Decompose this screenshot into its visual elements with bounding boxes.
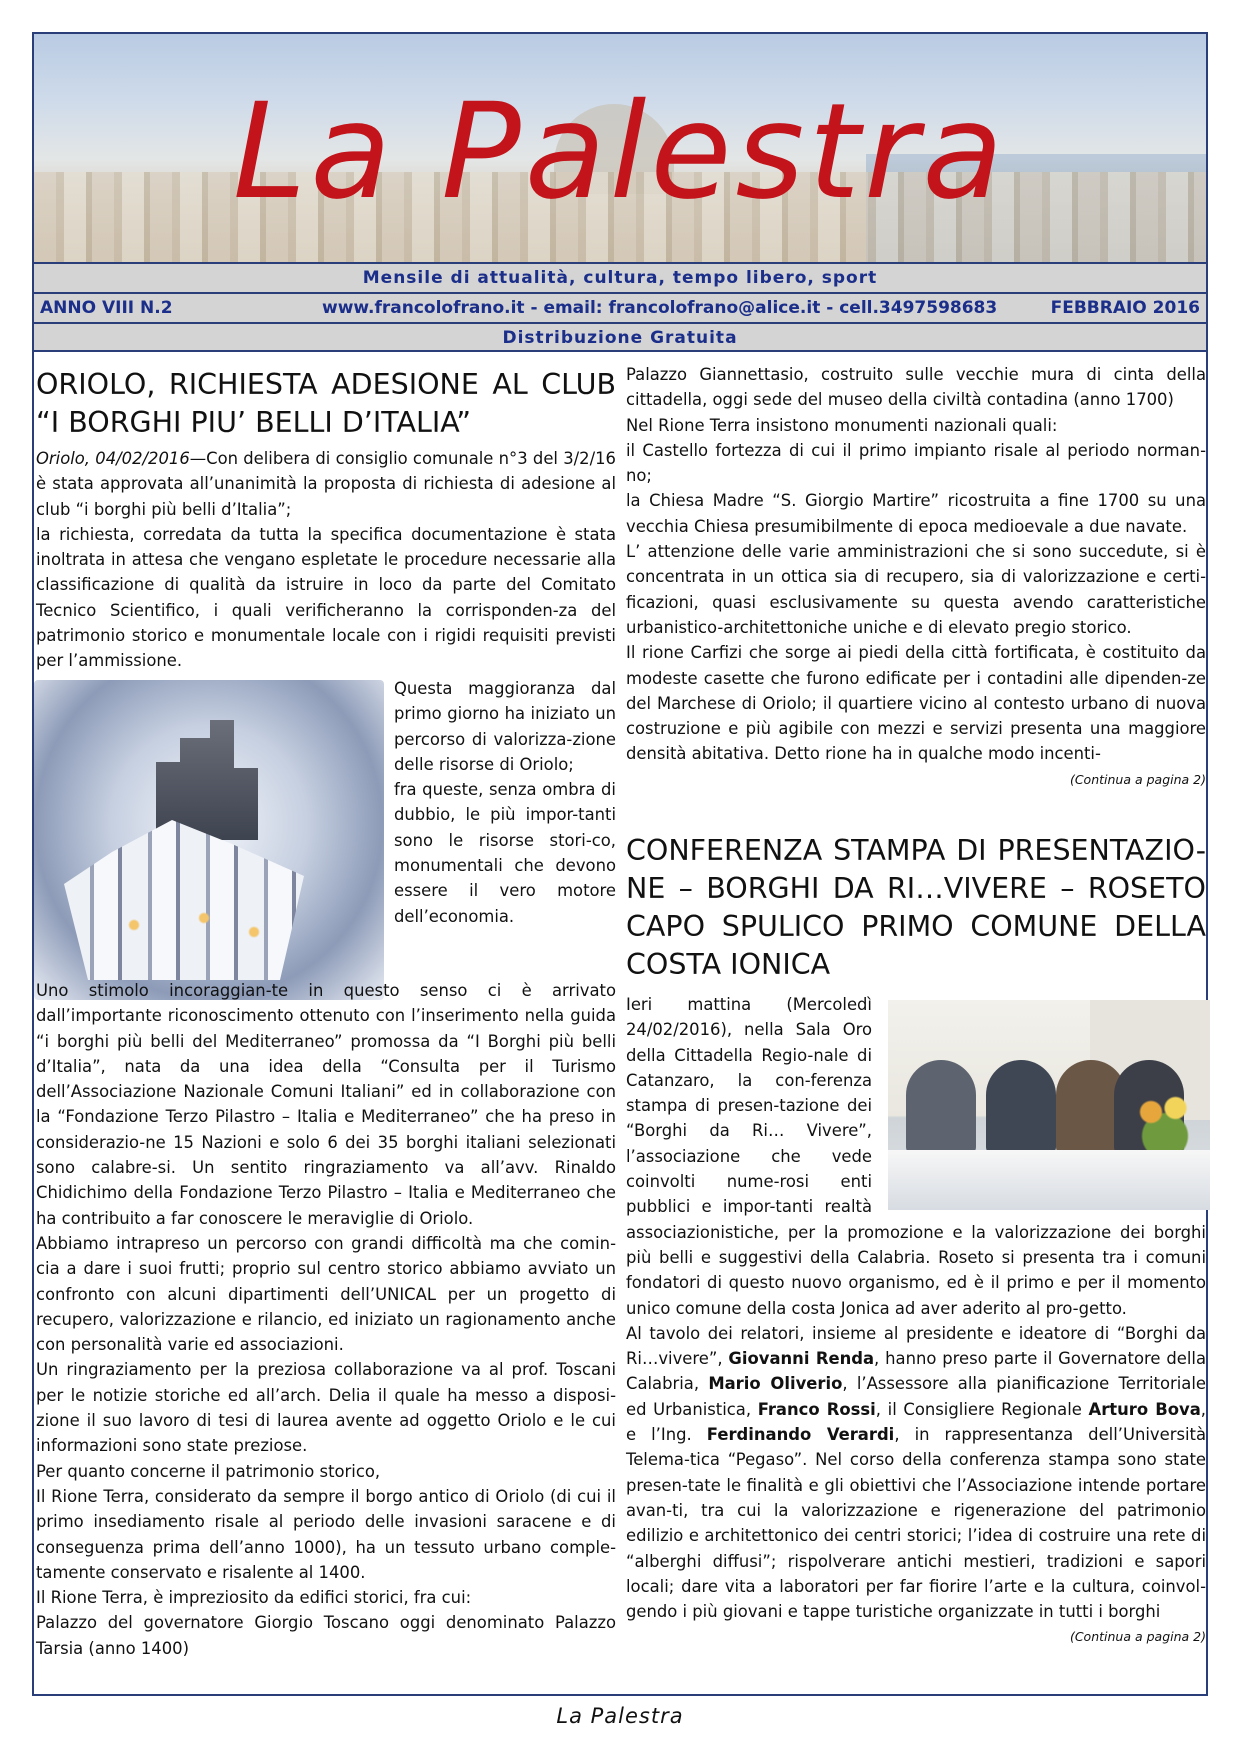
article1-para: Abbiamo intrapreso un percorso con grandi difficoltà ma che comin-cia a dare i suoi frutti; proprio sul centro storico abbiamo avviato un confronto con alcuni dipartimenti dell’UNICAL per un progetto di recupero, valorizzazione e rilancio, ed iniziato un ragionamento anche con personalità varie ed associazioni. [36, 1233, 616, 1355]
article1-para: il Castello fortezza di cui il primo impianto risale al periodo norman-no; [626, 440, 1206, 486]
article1-para: Il rione Carfizi che sorge ai piedi della città fortificata, è costituito da modeste casette che furono edificate per i contadini alle dipenden-ze del Marchese di Oriolo; il quartiere vicino al contesto urbano di nuova costruzione e più agibile con mezzi e servizi presenta una maggiore densità abitativa. Detto rione ha in qualche modo incenti- [626, 643, 1206, 764]
article1-continued-col [626, 362, 1206, 792]
text-span: , in rappresentanza dell’Università Telema-tica “Pegaso”. Nel corso della conferenza stampa sono state presen-tate le finalità e gli obiettivi che l’Associazione intende portare avan-ti, tra cui la valorizzazione e rigenerazione del patrimonio edilizio e architettonico dei centri storici; l’idea di costruire una rete di “alberghi diffusi”; rispolverare antichi mestieri, tradizioni e sapori locali; dare vita a laboratori per far fiorire l’arte e la cultura, coinvol-gendo i più giovani e tappe turistiche organizzate in tutti i borghi [626, 1425, 1207, 1622]
article1-para: Per quanto concerne il patrimonio storico, [36, 1461, 381, 1481]
article1-para: L’ attenzione delle varie amministrazioni che si sono succedute, si è concentrata in un ottica sia di recupero, sia di valorizzazione e certi-ficazioni, quasi esclusivamente su questa avendo caratteristiche urbanistico-architettoniche uniche e di elevato pregio storico. [626, 542, 1206, 637]
article1-body [36, 978, 616, 1661]
article2-body [626, 992, 1206, 1650]
text-span: , e l’Ing. [626, 1399, 1206, 1445]
text-span: , il Consigliere Regionale [875, 1399, 1089, 1419]
article1-para: Nel Rione Terra insistono monumenti nazionali quali: [626, 415, 1058, 435]
photo-wrap-spacer [872, 998, 1206, 1202]
article2-head [626, 832, 1206, 984]
article1-dateline: Oriolo, 04/02/2016 [36, 449, 190, 468]
contacts: www.francolofrano.it - email: francolofrano@alice.it - cell.3497598683 [322, 298, 998, 318]
article2-continued: (Continua a pagina 2) [1069, 1629, 1206, 1645]
person-name: Mario Oliverio [708, 1374, 843, 1394]
article1-para: Il Rione Terra, è impreziosito da edifici storici, fra cui: [36, 1588, 472, 1608]
text-span: , hanno preso parte il Governatore della Calabria, [626, 1349, 1206, 1394]
person-name: Ferdinando Verardi [706, 1425, 895, 1445]
article1-para: Questa maggioranza dal primo giorno ha iniziato un percorso di valorizza-zione delle risorse di Oriolo; [394, 679, 616, 774]
oriolo-winter-photo [34, 680, 384, 1000]
article1-para: la richiesta, corredata da tutta la specifica documentazione è stata inoltrata in attesa che vengano espletate le procedure necessarie alla classificazione di qualità da istruire in loco da parte del Comitato Tecnico Scientifico, i quali verificheranno la corrisponden-za del patrimonio storico e monumentale locale con i rigidi requisiti previsti per l’ammissione. [36, 524, 616, 671]
person-name: Franco Rossi [757, 1399, 876, 1419]
article1-para: la Chiesa Madre “S. Giorgio Martire” ricostruita a fine 1700 su una vecchia Chiesa presumibilmente di epoca medioevale a due navate. [626, 491, 1206, 536]
article1-para: Palazzo Giannettasio, costruito sulle vecchie mura di cinta della cittadella, oggi sede del museo della civiltà contadina (anno 1700) [626, 365, 1206, 410]
article1-para: Un ringraziamento per la preziosa collaborazione va al prof. Toscani per le notizie storiche ed all’arch. Delia il quale ha messo a disposi-zione il suo lavoro di tesi di laurea avente ad oggetto Oriolo e le cui informazioni sono state preziose. [36, 1360, 616, 1456]
person-name: Arturo Bova [1088, 1399, 1201, 1419]
article2-intro: Ieri mattina (Mercoledì 24/02/2016), nella Sala Oro della Cittadella Regio-nale di Catanzaro, la con-ferenza stampa di presen-tazione dei “Borghi da Ri… Vivere”, l’associazione che vede coinvolti nume-rosi enti pubblici e impor-tanti realtà associazionistiche, per la promozione e la valorizzazione dei borghi più belli e suggestivi della Calabria. Roseto si presenta tra i comuni fondatori di questo nuovo organismo, ed è il primo e per il momento unico comune della costa Jonica ad aver aderito al pro-getto. [626, 995, 1206, 1318]
issue-date: FEBBRAIO 2016 [1050, 298, 1200, 318]
text-span: Al tavolo dei relatori, insieme al presidente e ideatore di “Borghi da Ri…vivere”, [626, 1323, 1206, 1369]
masthead [34, 34, 1206, 262]
issue-number: ANNO VIII N.2 [40, 298, 173, 318]
article1-para: fra queste, senza ombra di dubbio, le più impor-tanti sono le risorse stori-co, monumentali che devono essere il vero motore dell’economia. [394, 780, 616, 926]
tagline-bar: Mensile di attualità, cultura, tempo libero, sport [34, 262, 1206, 292]
lights-shape [94, 890, 294, 960]
text-span: , l’Assessore alla pianificazione Territoriale ed Urbanistica, [626, 1374, 1206, 1419]
article1-para: Il Rione Terra, considerato da sempre il borgo antico di Oriolo (di cui il primo insediamento risale al periodo delle invasioni saracene e di conseguenza prima dell’anno 1000), ha un tessuto urbano comple-tamente conservato e risalente al 1400. [36, 1486, 616, 1582]
footer-label: La Palestra [556, 1704, 684, 1728]
article1-continued: (Continua a pagina 2) [1069, 771, 1206, 787]
article1-para: Uno stimolo incoraggian-te in questo senso ci è arrivato dall’importante riconoscimento ottenuto con l’inserimento nella guida “i borghi più belli del Mediterraneo” promossa da “I Borghi più belli d’Italia”, nata da una idea della “Consulta per il Turismo dell’Associazione Nazionale Comuni Italiani” ed in collaborazione con la “Fondazione Terzo Pilastro – Italia e Mediterraneo” che ha preso in considerazio-ne 15 Nazioni e solo 6 dei 35 borghi italiani selezionati sono calabre-si. Un sentito ringraziamento va all’avv. Rinaldo Chidichimo della Fondazione Terzo Pilastro – Italia e Mediterraneo che ha contribuito a far conoscere le meraviglie di Oriolo. [36, 981, 616, 1228]
distribution-bar: Distribuzione Gratuita [34, 322, 1206, 352]
issue-bar [34, 292, 1206, 322]
article1-wrap [394, 676, 616, 929]
person-name: Giovanni Renda [728, 1349, 875, 1369]
article1-headline: ORIOLO, RICHIESTA ADESIONE AL CLUB “I BORGHI PIU’ BELLI D’ITALIA” [36, 368, 616, 439]
article2-headline: CONFERENZA STAMPA DI PRESENTAZIO-NE – BORGHI DA RI…VIVERE – ROSETO CAPO SPULICO PRIMO COMUNE DELLA COSTA IONICA [626, 834, 1206, 981]
article1-para: —Con delibera di consiglio comunale n°3 del 3/2/16 è stata approvata all’unanimità la proposta di richiesta di adesione al club “i borghi più belli d’Italia”; [36, 449, 616, 519]
article1-para: Palazzo del governatore Giorgio Toscano oggi denominato Palazzo Tarsia (anno 1400) [36, 1613, 616, 1658]
article1-head [36, 366, 616, 674]
article2-para [626, 1321, 1206, 1625]
masthead-title: La Palestra [232, 75, 1008, 229]
castle-shape [144, 720, 264, 840]
